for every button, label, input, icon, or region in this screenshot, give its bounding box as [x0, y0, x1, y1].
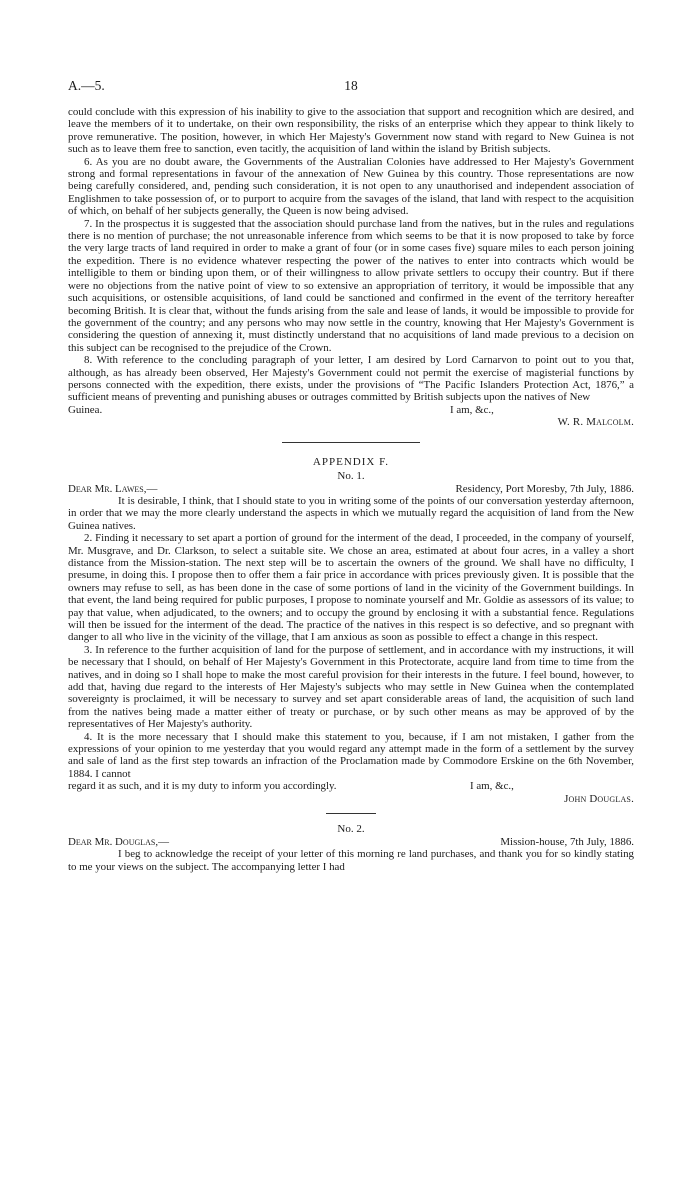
signature: John Douglas. [564, 792, 634, 805]
paragraph-1: It is desirable, I think, that I should state to you in writing some of the points of our conversation yesterday afternoon, in order that we may the more clearly understand the aspects in which we mutually regard the acquisition of land from the New Guinea natives. [68, 494, 634, 532]
paragraph-continuation: could conclude with this expression of his inability to give to the association that support and recognition which are desired, and leave the members of it to undertake, on their own responsibility, the risks of an enterprise which they appear to think likely to prove remunerative. The position, however, in which Her Majesty's Government now stand with regard to New Guinea is not such as to leave them free to sanction, even tacitly, the acquisition of land within the island by British subjects. [68, 106, 634, 156]
paragraph-3: 3. In reference to the further acquisition of land for the purpose of settlement, and in accordance with my instructions, it will be necessary that I should, on behalf of Her Majesty's Government in this Protectorate, acquire land from time to time from the natives, and in doing so I shall hope to make the most careful provision for their interests in the future. I feel bound, however, to add that, having due regard to the interests of Her Majesty's subjects who may settle in New Guinea when the contemplated sovereignty is proclaimed, it will be necessary to survey and set apart considerable areas of land, the acquisition of such land from the natives being made a matter either of treaty or purchase, or by such other means as may be approved of by the representatives of Her Majesty's authority. [68, 643, 634, 731]
place-date: Residency, Port Moresby, 7th July, 1886. [455, 482, 634, 495]
paragraph-7: 7. In the prospectus it is suggested that the association should purchase land from the natives, but in the rules and regulations there is no mention of purchase; the not unreasonable inference from which seems to be that it is now proposed to take by force the very large tracts of land required in order to make a grant of four (or in some cases five) square miles to each person joining the expedition. There is no evidence whatever respecting the power of the natives to enter into contracts which would be intelligible to them or binding upon them, or of their willingness to allow private settlers to occupy their country. But if there were no objections from the native point of view to so extensive an appropriation of territory, it would be impossible that any such acquisitions, or ostensible acquisitions, of land could be sanctioned and confirmed in the event of the territory hereafter becoming British. It is clear that, without the funds arising from the sale and lease of lands, it would be impossible to provide for the government of the country; and any persons who may now settle in the country, knowing that Her Majesty's Government is considering the question of annexing it, must distinctly understand that no acquisitions of land made previous to a decision on this subject can be recognised to the prejudice of the Crown. [68, 217, 634, 354]
closing-line [68, 780, 634, 792]
closing-line [68, 404, 634, 416]
letter-number-2: No. 2. [337, 823, 365, 836]
letter-douglas [68, 483, 634, 806]
salutation-line [68, 483, 634, 495]
closing-formula: I am, &c., [450, 403, 494, 416]
document-page [68, 78, 634, 873]
document-reference: A.—5. [68, 78, 105, 93]
letter-divider [326, 813, 376, 814]
paragraph-2: 2. Finding it necessary to set apart a portion of ground for the interment of the dead, I proceeded, in the company of yourself, Mr. Musgrave, and Dr. Clarkson, to select a suitable site. We chose an area, estimated at about four acres, in a valley a short distance from the Mission-station. The next step will be to ascertain the owners of the ground. We shall have no difficulty, I presume, in doing this. I propose then to offer them a fair price in accordance with prices previously given. It is possible that the owners may refuse to sell, as has been done in the case of some portions of land in the vicinity of the Government buildings. In that event, the land being required for public purposes, I propose to nominate yourself and Mr. Goldie as assessors of its value; to pay that value, when adjudicated, to the owners; and to occupy the ground by enclosing it with a substantial fence. Regulations will then be issued for the interment of the dead. The practice of the natives in this respect is so defective, and so pregnant with danger to all who live in the vicinity of the village, that I am anxious as soon as possible to effect a change in this respect. [68, 532, 634, 644]
salutation: Dear Mr. Douglas,— [68, 836, 169, 849]
page-header [68, 78, 634, 98]
letter-number-1: No. 1. [337, 469, 365, 482]
section-divider [282, 442, 420, 443]
paragraph-8: 8. With reference to the concluding paragraph of your letter, I am desired by Lord Carnarvon to point out to you that, although, as has already been observed, Her Majesty's Government could not permit the exercise of magisterial functions by persons connected with the expedition, there exists, under the provisions of “The Pacific Islanders Protection Act, 1876,” a sufficient means of preventing and punishing abuses or outrages committed by British subjects upon the natives of New [68, 354, 634, 404]
closing-formula: I am, &c., [470, 780, 514, 793]
letter-malcolm [68, 106, 634, 429]
paragraph-1: I beg to acknowledge the receipt of your letter of this morning re land purchases, and thank you for so kindly stating to me your views on the subject. The accompanying letter I had [68, 848, 634, 873]
last-line-text: Guinea. [68, 403, 103, 416]
salutation-line [68, 836, 634, 848]
last-line-text: regard it as such, and it is my duty to inform you accordingly. [68, 780, 337, 793]
appendix-title: APPENDIX F. [312, 455, 390, 468]
page-number: 18 [344, 78, 358, 93]
paragraph-4: 4. It is the more necessary that I should make this statement to you, because, if I am not mistaken, I gather from the expressions of your opinion to me yesterday that you would regard any attempt made in the form of a settlement by the survey and sale of land as the first step towards an infraction of the Proclamation made by Commodore Erskine on the 6th November, 1884. I cannot [68, 730, 634, 780]
salutation: Dear Mr. Lawes,— [68, 482, 158, 495]
paragraph-6: 6. As you are no doubt aware, the Governments of the Australian Colonies have addressed to Her Majesty's Government strong and formal representations in favour of the annexation of New Guinea by this country. Those representations are now being carefully considered, and, pending such consideration, it is not open to any unauthorised and independent association of Englishmen to take possession of, or to purport to acquire from the savages of the island, that land with respect to the acquisition of which, on behalf of her subjects generally, the Queen is now being advised. [68, 155, 634, 218]
place-date: Mission-house, 7th July, 1886. [500, 836, 634, 849]
letter-lawes [68, 836, 634, 873]
signature: W. R. Malcolm. [557, 416, 634, 429]
